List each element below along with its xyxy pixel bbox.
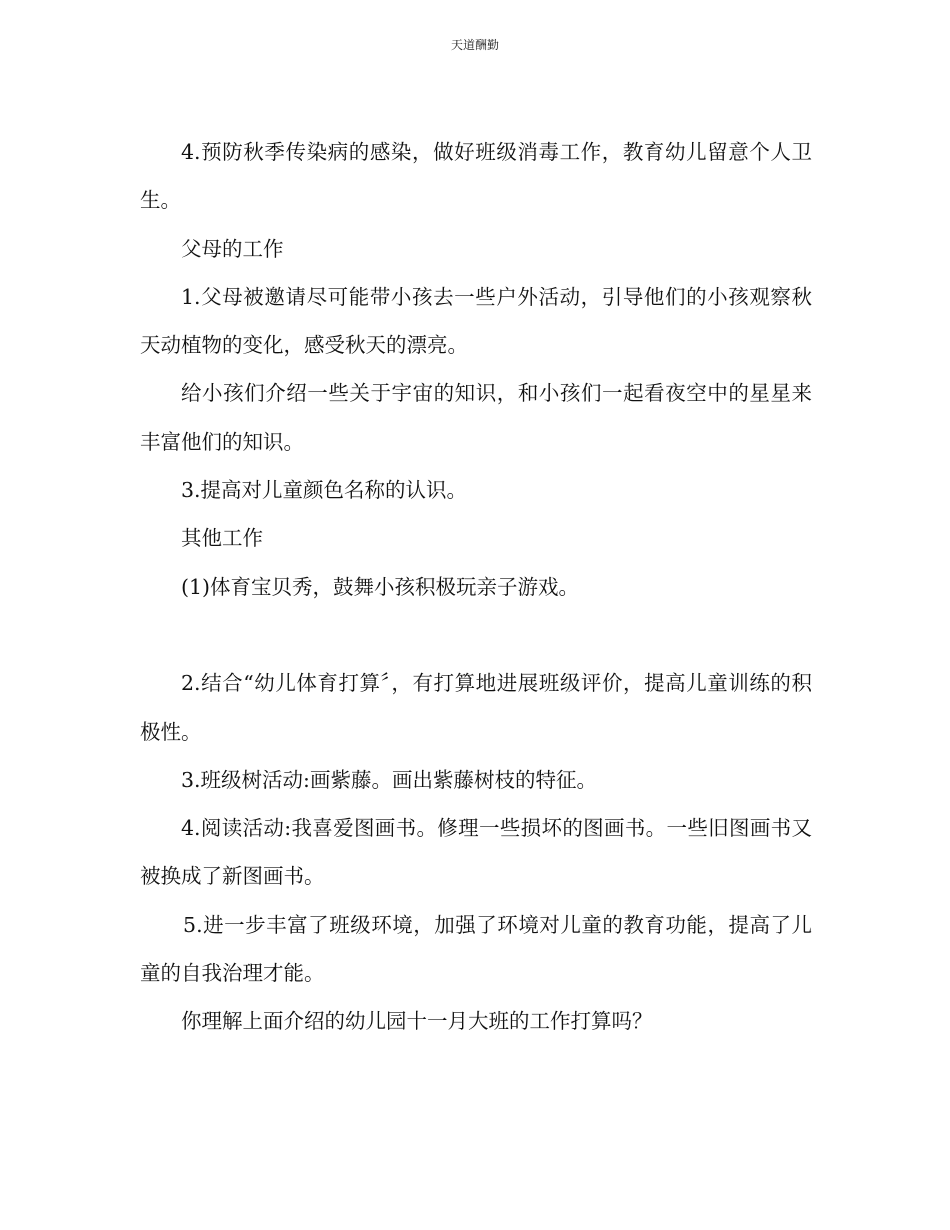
paragraph-sports-show: (1)体育宝贝秀，鼓舞小孩积极玩亲子游戏。	[181, 574, 580, 599]
section-heading-parents: 父母的工作	[181, 236, 284, 261]
page-header: 天道酬勤	[450, 38, 499, 52]
paragraph-disinfection: 4.预防秋季传染病的感染，做好班级消毒工作，教育幼儿留意个人卫生。	[140, 140, 812, 213]
paragraph-reading-activity: 4.阅读活动:我喜爱图画书。修理一些损坏的图画书。一些旧图画书又被换成了新图画书。	[140, 816, 812, 889]
paragraph-class-evaluation: 2.结合“幼儿体育打算〞，有打算地进展班级评价，提高儿童训练的积极性。	[140, 671, 812, 744]
paragraph-class-tree: 3.班级树活动:画紫藤。画出紫藤树枝的特征。	[181, 767, 597, 792]
document-body	[140, 128, 812, 1046]
paragraph-universe-knowledge: 给小孩们介绍一些关于宇宙的知识，和小孩们一起看夜空中的星星来丰富他们的知识。	[140, 381, 812, 454]
paragraph-color-names: 3.提高对儿童颜色名称的认识。	[181, 478, 468, 503]
blank-line	[140, 611, 812, 659]
paragraph-outdoor-activities: 1.父母被邀请尽可能带小孩去一些户外活动，引导他们的小孩观察秋天动植物的变化，感受秋天的漂亮。	[140, 284, 812, 358]
section-heading-other: 其他工作	[181, 526, 263, 551]
paragraph-closing-question: 你理解上面介绍的幼儿园十一月大班的工作打算吗？	[181, 1009, 653, 1034]
paragraph-class-environment: 5.进一步丰富了班级环境，加强了环境对儿童的教育功能，提高了儿童的自我治理才能。	[140, 912, 812, 986]
